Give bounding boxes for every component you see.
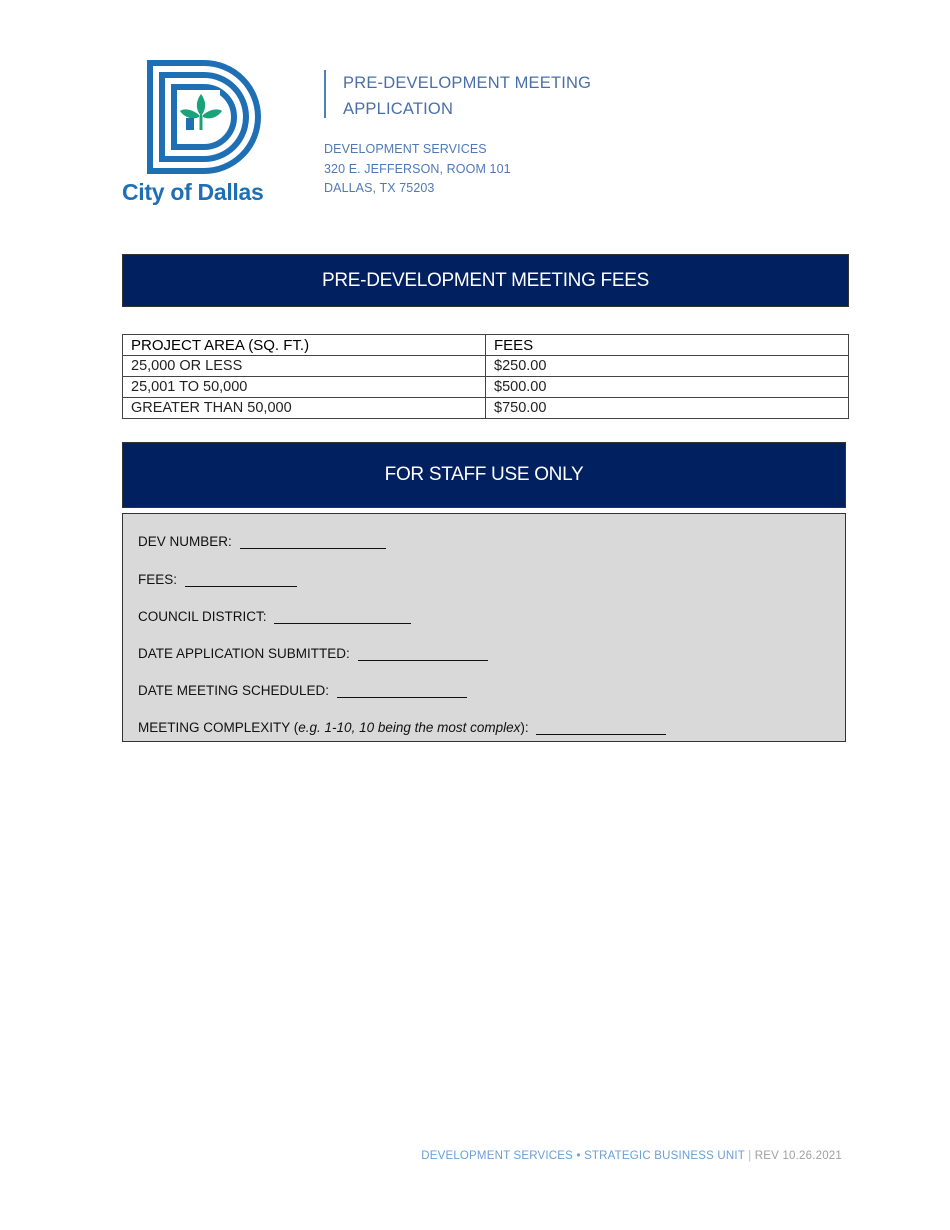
staff-use-panel (122, 513, 846, 742)
fees-blank[interactable] (185, 572, 297, 587)
dev-number-blank[interactable] (240, 534, 386, 549)
address-line-1: DEVELOPMENT SERVICES (324, 142, 487, 156)
date-scheduled-label: DATE MEETING SCHEDULED: (138, 683, 333, 698)
footer-org: DEVELOPMENT SERVICES • STRATEGIC BUSINESS UNIT (421, 1150, 745, 1162)
office-address (324, 140, 511, 199)
table-cell-fee: $500.00 (486, 377, 849, 398)
address-line-3: DALLAS, TX 75203 (324, 181, 435, 195)
date-submitted-field[interactable] (138, 646, 488, 661)
date-scheduled-field[interactable] (138, 683, 467, 698)
table-cell-fee: $750.00 (486, 398, 849, 419)
document-title (324, 70, 591, 118)
title-line-2: APPLICATION (343, 100, 454, 118)
fees-banner (122, 254, 849, 307)
complexity-blank[interactable] (536, 720, 666, 735)
column-header-project-area: PROJECT AREA (SQ. FT.) (123, 335, 486, 356)
complexity-label-prefix: MEETING COMPLEXITY ( (138, 720, 299, 735)
fees-banner-title: PRE-DEVELOPMENT MEETING FEES (322, 269, 649, 291)
table-header-row (123, 335, 849, 356)
address-line-2: 320 E. JEFFERSON, ROOM 101 (324, 161, 511, 176)
column-header-fees: FEES (486, 335, 849, 356)
footer-revision: REV 10.26.2021 (754, 1150, 842, 1162)
table-cell-area: 25,000 OR LESS (123, 356, 486, 377)
complexity-label-suffix: ): (520, 720, 533, 735)
fees-table (122, 334, 849, 419)
council-district-blank[interactable] (274, 609, 411, 624)
logo-wordmark: City of Dallas (122, 179, 264, 205)
dev-number-field[interactable] (138, 534, 386, 549)
council-district-field[interactable] (138, 609, 411, 624)
table-cell-area: GREATER THAN 50,000 (123, 398, 486, 419)
title-line-1: PRE-DEVELOPMENT MEETING (343, 74, 592, 92)
council-district-label: COUNCIL DISTRICT: (138, 609, 271, 624)
table-cell-area: 25,001 TO 50,000 (123, 377, 486, 398)
staff-use-banner (122, 442, 846, 508)
complexity-label-hint: e.g. 1-10, 10 being the most complex (298, 720, 521, 735)
date-submitted-label: DATE APPLICATION SUBMITTED: (138, 646, 354, 661)
dallas-d-emblem-icon (146, 60, 286, 176)
fees-label: FEES: (138, 572, 181, 587)
table-row (123, 356, 849, 377)
dev-number-label: DEV NUMBER: (138, 534, 236, 549)
fees-field[interactable] (138, 572, 297, 587)
date-scheduled-blank[interactable] (337, 683, 467, 698)
city-of-dallas-logo (120, 58, 290, 210)
page-footer (421, 1150, 842, 1162)
date-submitted-blank[interactable] (358, 646, 488, 661)
staff-banner-title: FOR STAFF USE ONLY (384, 464, 584, 485)
table-row (123, 377, 849, 398)
meeting-complexity-field[interactable] (138, 720, 666, 735)
footer-separator: | (748, 1150, 752, 1162)
table-row (123, 398, 849, 419)
table-cell-fee: $250.00 (486, 356, 849, 377)
